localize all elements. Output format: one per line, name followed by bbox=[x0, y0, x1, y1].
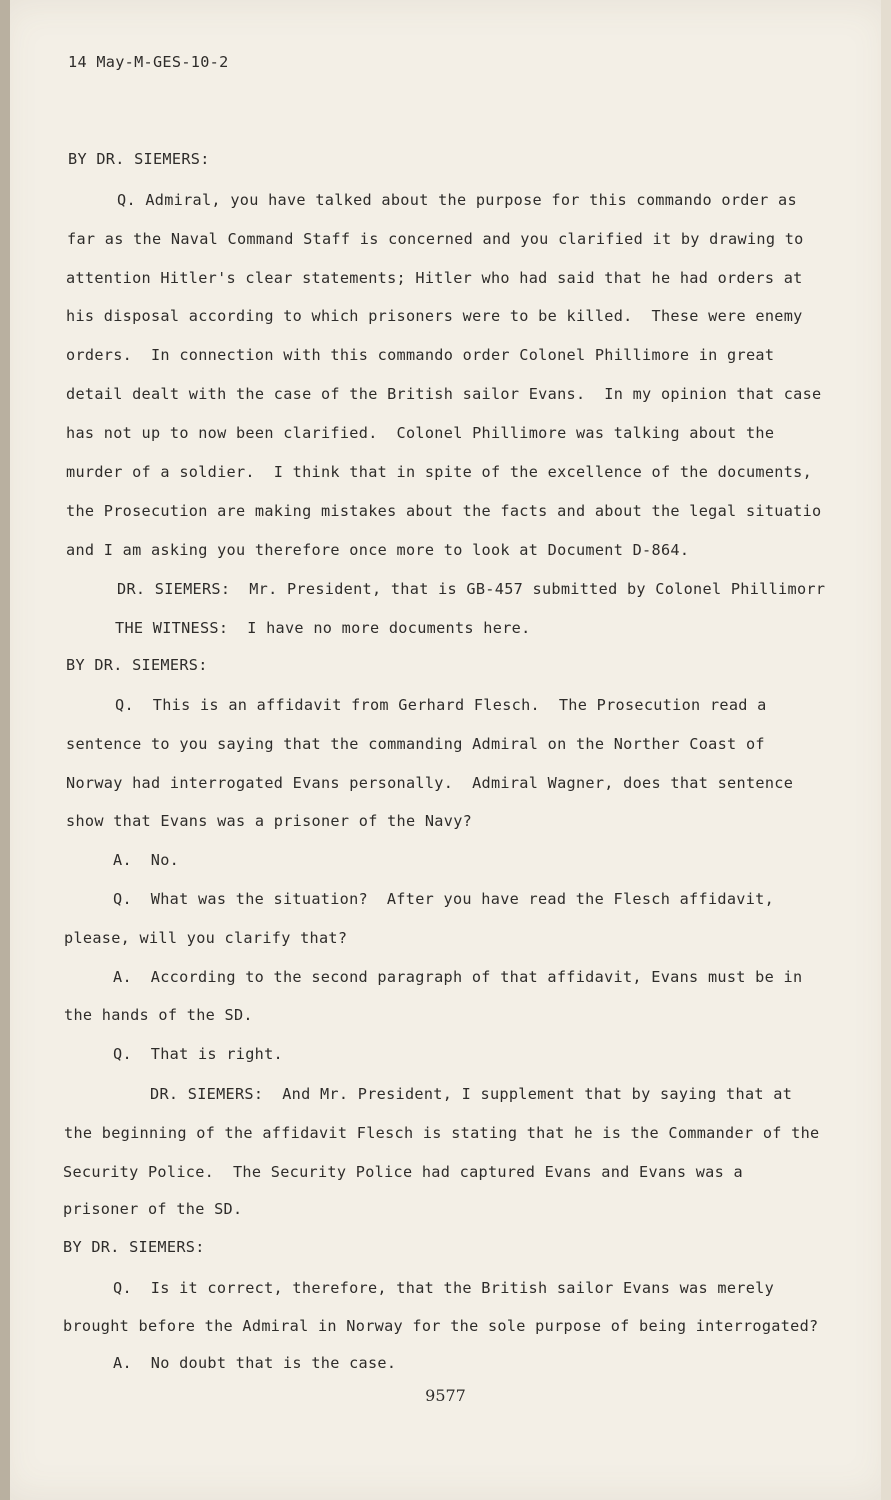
transcript-line: detail dealt with the case of the British sailor Evans. In my opinion that case bbox=[66, 385, 822, 403]
section-heading: BY DR. SIEMERS: bbox=[63, 1238, 205, 1256]
transcript-line: the hands of the SD. bbox=[64, 1006, 253, 1024]
document-reference: 14 May-M-GES-10-2 bbox=[68, 53, 229, 71]
transcript-line: Q. Is it correct, therefore, that the British sailor Evans was merely bbox=[113, 1279, 775, 1297]
transcript-line: attention Hitler's clear statements; Hitler who had said that he had orders at bbox=[66, 269, 803, 287]
transcript-line: his disposal according to which prisoners were to be killed. These were enemy bbox=[66, 307, 803, 325]
page-right-edge bbox=[881, 0, 891, 1500]
transcript-line: A. No. bbox=[113, 851, 180, 869]
transcript-line: show that Evans was a prisoner of the Navy? bbox=[66, 812, 473, 830]
transcript-line: Q. That is right. bbox=[113, 1045, 283, 1063]
transcript-line: orders. In connection with this commando order Colonel Phillimore in great bbox=[66, 346, 775, 364]
page-left-edge bbox=[0, 0, 10, 1500]
transcript-line: Q. Admiral, you have talked about the purpose for this commando order as bbox=[117, 191, 797, 209]
transcript-line: murder of a soldier. I think that in spite of the excellence of the documents, bbox=[66, 463, 813, 481]
transcript-line: DR. SIEMERS: Mr. President, that is GB-457 submitted by Colonel Phillimorr bbox=[117, 580, 826, 598]
transcript-line: please, will you clarify that? bbox=[64, 929, 348, 947]
transcript-line: far as the Naval Command Staff is concerned and you clarified it by drawing to bbox=[67, 230, 804, 248]
transcript-line: the beginning of the affidavit Flesch is stating that he is the Commander of the bbox=[64, 1124, 820, 1142]
transcript-line: sentence to you saying that the commanding Admiral on the Norther Coast of bbox=[66, 735, 765, 753]
transcript-line: Q. What was the situation? After you have read the Flesch affidavit, bbox=[113, 890, 775, 908]
transcript-line: Security Police. The Security Police had captured Evans and Evans was a bbox=[63, 1163, 743, 1181]
section-heading: BY DR. SIEMERS: bbox=[66, 656, 208, 674]
transcript-line: has not up to now been clarified. Colonel Phillimore was talking about the bbox=[66, 424, 775, 442]
transcript-line: A. No doubt that is the case. bbox=[113, 1354, 397, 1372]
transcript-line: THE WITNESS: I have no more documents here. bbox=[115, 619, 531, 637]
transcript-line: the Prosecution are making mistakes about the facts and about the legal situatio bbox=[66, 502, 822, 520]
transcript-line: Q. This is an affidavit from Gerhard Flesch. The Prosecution read a bbox=[115, 696, 767, 714]
transcript-line: DR. SIEMERS: And Mr. President, I supplement that by saying that at bbox=[150, 1085, 793, 1103]
transcript-line: brought before the Admiral in Norway for the sole purpose of being interrogated? bbox=[63, 1317, 819, 1335]
transcript-line: A. According to the second paragraph of that affidavit, Evans must be in bbox=[113, 968, 803, 986]
section-heading: BY DR. SIEMERS: bbox=[68, 150, 210, 168]
transcript-line: and I am asking you therefore once more to look at Document D-864. bbox=[66, 541, 690, 559]
transcript-line: Norway had interrogated Evans personally. Admiral Wagner, does that sentence bbox=[66, 774, 794, 792]
page-number: 9577 bbox=[425, 1386, 466, 1405]
transcript-line: prisoner of the SD. bbox=[63, 1200, 243, 1218]
